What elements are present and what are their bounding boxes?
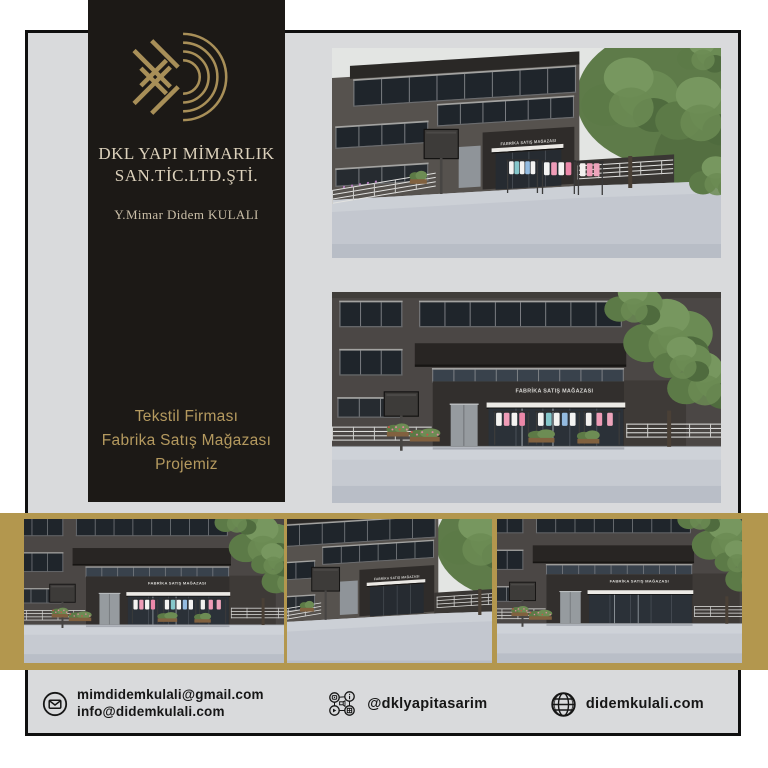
- email-addresses: [77, 687, 264, 721]
- thumb-photo-1: [24, 519, 284, 663]
- thumb-photo-3: [497, 519, 742, 663]
- email-secondary: info@didemkulali.com: [77, 704, 225, 719]
- website-globe-icon: [550, 691, 577, 718]
- company-name-line1: DKL YAPI MİMARLIK: [98, 144, 275, 163]
- company-name-line2: SAN.TİC.LTD.ŞTİ.: [114, 166, 259, 186]
- email-icon: [42, 691, 68, 717]
- storefront-sign-text: FABRİKA SATIŞ MAĞAZASI: [609, 578, 669, 584]
- company-name: [98, 143, 274, 187]
- storefront-sign-text: FABRİKA SATIŞ MAĞAZASI: [148, 580, 207, 586]
- project-title-line2: Fabrika Satış Mağazası: [101, 431, 272, 449]
- email-primary: mimdidemkulali@gmail.com: [77, 687, 264, 703]
- storefront-sign-text: FABRİKA SATIŞ MAĞAZASI: [515, 388, 591, 395]
- website-contact: [550, 691, 704, 718]
- project-title-line1: Tekstil Firması: [134, 407, 239, 425]
- brand-panel: [88, 0, 285, 502]
- architect-name: Y.Mimar Didem KULALI: [114, 207, 259, 223]
- project-title: [102, 405, 271, 477]
- social-handle: @dklyapitasarim: [367, 696, 488, 712]
- render-photo-top: [332, 48, 721, 258]
- email-contact: [42, 687, 264, 721]
- project-title-line3: Projemiz: [155, 455, 218, 473]
- website-url: didemkulali.com: [585, 696, 704, 712]
- contact-bar: [28, 676, 732, 732]
- render-photo-bottom: [332, 292, 721, 503]
- storefront-sign-text: FABRİKA SATIŞ MAĞAZASI: [374, 574, 425, 582]
- social-media-icons: [326, 689, 358, 719]
- storefront-sign-text: FABRİKA SATIŞ MAĞAZASI: [500, 137, 563, 147]
- dkl-logo-icon: [126, 26, 248, 128]
- social-contact: [326, 689, 487, 719]
- thumb-photo-2: [287, 519, 492, 663]
